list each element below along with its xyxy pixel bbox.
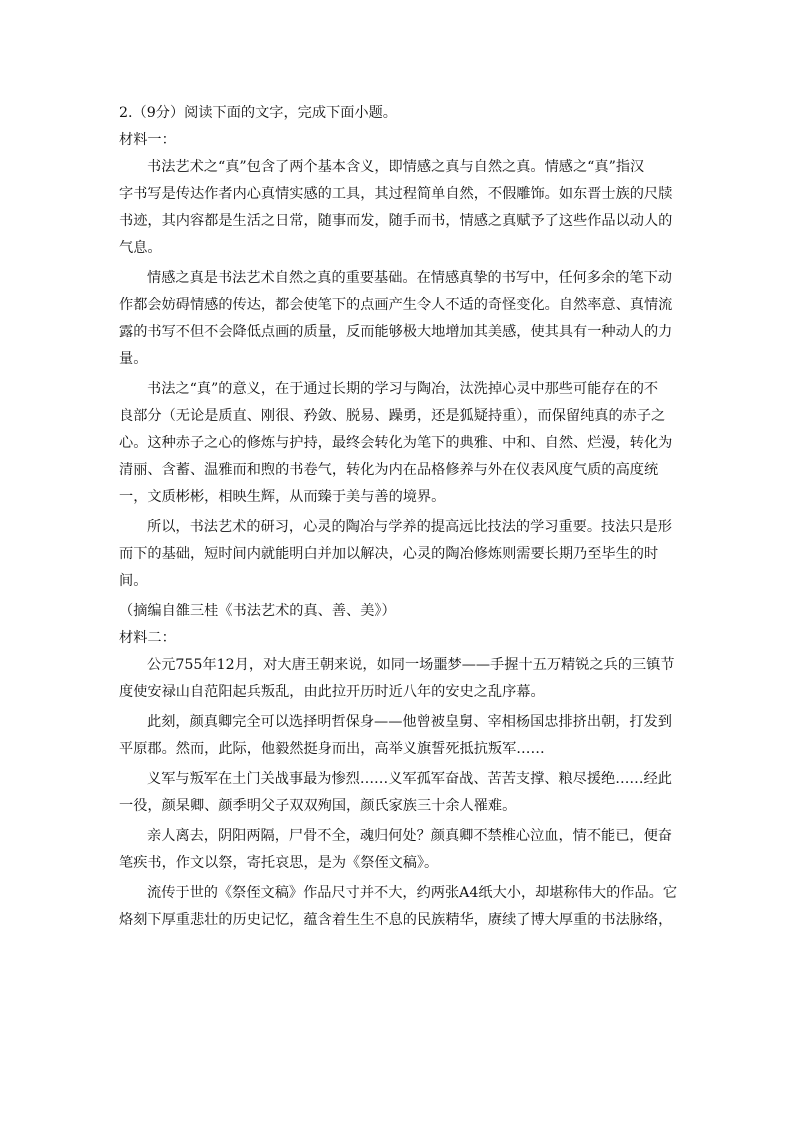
text-line: 一，文质彬彬，相映生辉，从而臻于美与善的境界。 bbox=[119, 489, 446, 505]
text-line: 此刻，颜真卿完全可以选择明哲保身——他曾被皇舅、宰相杨国忠排挤出朝，打发到 bbox=[147, 714, 672, 730]
material1-paragraph-1 bbox=[119, 154, 685, 262]
material2-paragraph-5 bbox=[119, 880, 685, 934]
text-line: 书法艺术之“真”包含了两个基本含义，即情感之真与自然之真。情感之“真”指汉 bbox=[147, 159, 645, 175]
material1-paragraph-2 bbox=[119, 265, 685, 373]
material2-paragraph-2 bbox=[119, 709, 685, 763]
material1-label: 材料一： bbox=[119, 132, 176, 148]
text-line: 而下的基础，短时间内就能明白并加以解决，心灵的陶冶修炼则需要长期乃至毕生的时 bbox=[119, 546, 659, 562]
question-heading: 2.（9分）阅读下面的文字，完成下面小题。 bbox=[119, 105, 397, 121]
text-line: 书迹，其内容都是生活之日常，随事而发，随手而书，情感之真赋予了这些作品以动人的 bbox=[119, 213, 673, 229]
text-line: 清丽、含蓄、温雅而和煦的书卷气，转化为内在品格修养与外在仪表风度气质的高度统 bbox=[119, 462, 659, 478]
text-line: 流传于世的《祭侄文稿》作品尺寸并不大，约两张A4纸大小，却堪称伟大的作品。它 bbox=[147, 885, 678, 901]
text-line: 心。这种赤子之心的修炼与护持，最终会转化为笔下的典雅、中和、自然、烂漫，转化为 bbox=[119, 435, 673, 451]
text-line: 所以，书法艺术的研习，心灵的陶冶与学养的提高远比技法的学习重要。技法只是形 bbox=[147, 519, 672, 535]
text-line: 亲人离去，阴阳两隔，尸骨不全，魂归何处？颜真卿不禁椎心泣血，情不能已，便奋 bbox=[147, 828, 672, 844]
text-line: 公元755年12月，对大唐王朝来说，如同一场噩梦——手握十五万精锐之兵的三镇节 bbox=[147, 657, 675, 673]
text-line: 书法之“真”的意义，在于通过长期的学习与陶冶，汰洗掉心灵中那些可能存在的不 bbox=[147, 381, 659, 397]
text-line: 平原郡。然而，此际，他毅然挺身而出，高举义旗誓死抵抗叛军…… bbox=[119, 741, 545, 757]
text-line: 露的书写不但不会降低点画的质量，反而能够极大地增加其美感，使其具有一种动人的力 bbox=[119, 324, 673, 340]
text-line: 义军与叛军在土门关战事最为惨烈……义军孤军奋战、苦苦支撑、粮尽援绝……经此 bbox=[147, 771, 672, 787]
text-line: 良部分（无论是质直、刚很、矜敛、脱易、躁勇，还是狐疑持重），而保留纯真的赤子之 bbox=[119, 408, 666, 424]
text-line: 情感之真是书法艺术自然之真的重要基础。在情感真挚的书写中，任何多余的笔下动 bbox=[147, 270, 672, 286]
text-line: 间。 bbox=[119, 573, 148, 589]
text-line: 字书写是传达作者内心真情实感的工具，其过程简单自然，不假雕饰。如东晋士族的尺牍 bbox=[119, 186, 673, 202]
text-line: 作都会妨碍情感的传达，都会使笔下的点画产生令人不适的奇怪变化。自然率意、真情流 bbox=[119, 297, 673, 313]
material2-label: 材料二： bbox=[119, 630, 176, 646]
text-line: 一役，颜杲卿、颜季明父子双双殉国，颜氏家族三十余人罹难。 bbox=[119, 798, 517, 814]
text-line: 笔疾书，作文以祭，寄托哀思，是为《祭侄文稿》。 bbox=[119, 855, 439, 871]
material2-paragraph-4 bbox=[119, 823, 685, 877]
material1-paragraph-4 bbox=[119, 514, 685, 595]
text-line: 度使安禄山自范阳起兵叛乱，由此拉开历时近八年的安史之乱序幕。 bbox=[119, 684, 545, 700]
material1-paragraph-3 bbox=[119, 376, 685, 511]
text-line: 气息。 bbox=[119, 240, 162, 256]
text-line: 烙刻下厚重悲壮的历史记忆，蕴含着生生不息的民族精华，赓续了博大厚重的书法脉络， bbox=[119, 912, 673, 928]
text-line: 量。 bbox=[119, 351, 148, 367]
material2-paragraph-1 bbox=[119, 652, 685, 706]
material1-source: （摘编自雒三桂《书法艺术的真、善、美》） bbox=[119, 603, 396, 619]
material2-paragraph-3 bbox=[119, 766, 685, 820]
exam-page bbox=[119, 100, 685, 937]
